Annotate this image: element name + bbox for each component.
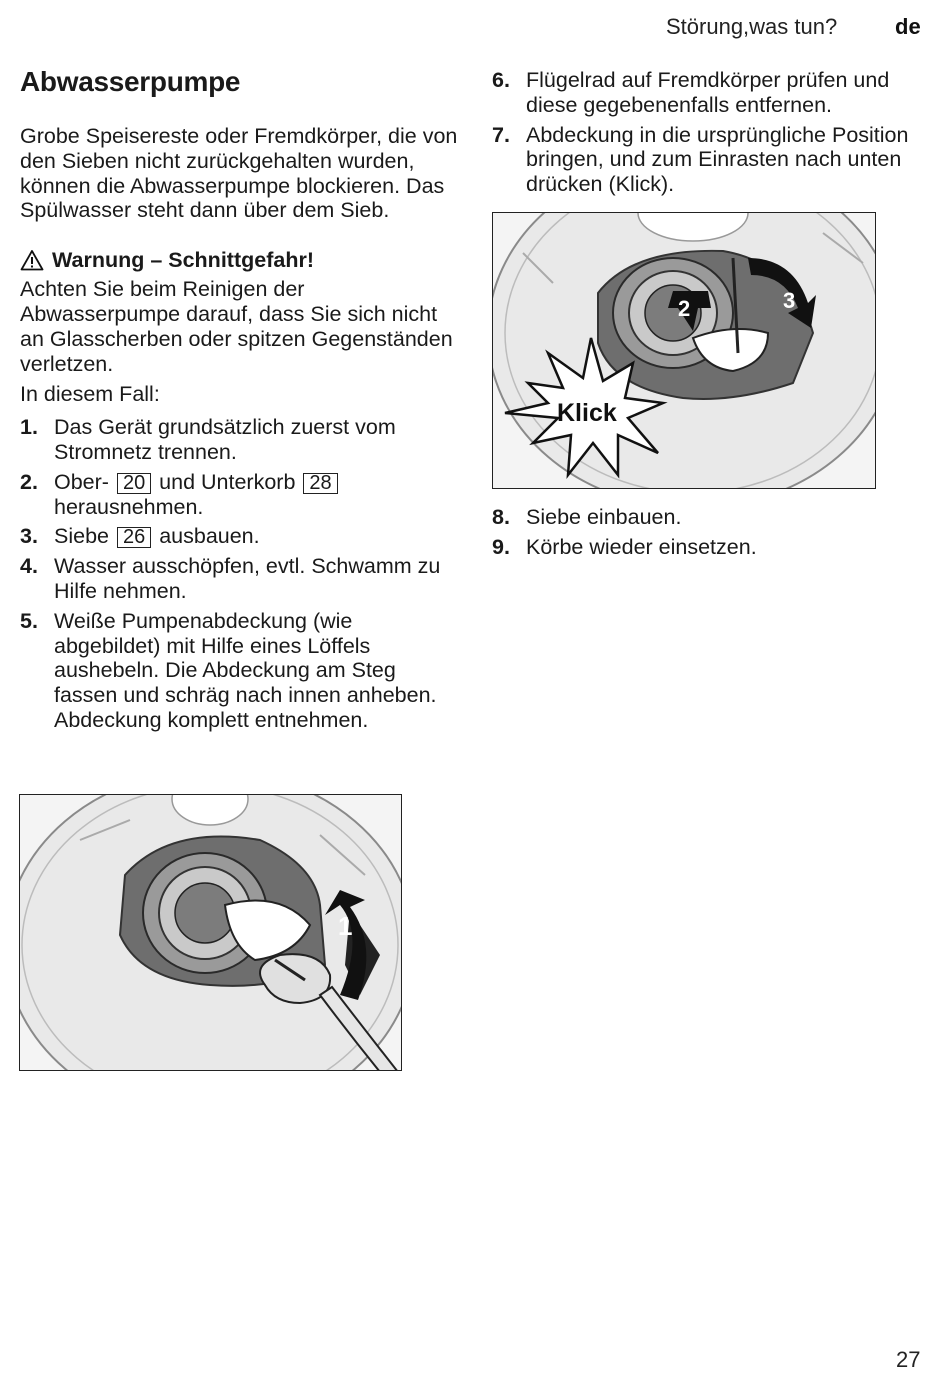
step-text: Wasser ausschöpfen, evtl. Schwamm zu Hilfe nehmen. — [54, 554, 441, 603]
left-column — [20, 66, 460, 738]
step-text: Siebe einbauen. — [526, 505, 682, 529]
warning-title-text: Warnung – Schnittgefahr! — [52, 248, 314, 273]
arrow-step-label: 2 — [678, 296, 691, 321]
part-reference: 20 — [117, 473, 151, 494]
list-item — [20, 470, 460, 520]
illustration-drawing — [493, 213, 876, 489]
step-number: 1. — [20, 415, 38, 440]
list-item — [20, 415, 460, 465]
step-text: Flügelrad auf Fremdkörper prüfen und diese gegebenenfalls entfernen. — [526, 68, 890, 117]
warning-triangle-icon — [20, 249, 44, 271]
steps-list-left — [20, 415, 460, 733]
step-number: 6. — [492, 68, 510, 92]
step-text: Abdeckung in die ursprüngliche Position bringen, und zum Einrasten nach unten drücken (Klick). — [526, 122, 909, 197]
section-title: Abwasserpumpe — [20, 66, 241, 97]
step-text-part: ausbauen. — [153, 524, 260, 549]
list-item — [492, 505, 932, 530]
pump-cover-removal-illustration — [19, 794, 402, 1071]
illustration-drawing — [20, 795, 402, 1071]
steps-list-continued — [492, 505, 932, 560]
step-text: Das Gerät grundsätzlich zuerst vom Stromnetz trennen. — [54, 415, 396, 464]
step-text: Weiße Pumpenabdeckung (wie abgebildet) mit Hilfe eines Löffels aushebeln. Die Abdeckung am Steg fassen und schräg nach innen anheben. Abdeckung komplett entnehmen. — [54, 608, 437, 732]
steps-list-right — [492, 68, 932, 197]
step-text — [54, 524, 460, 549]
step-number: 4. — [20, 554, 38, 579]
list-item — [492, 535, 932, 560]
step-number: 9. — [492, 534, 510, 559]
arrow-step-label: 3 — [783, 288, 796, 313]
step-number: 7. — [492, 122, 510, 147]
page-number: 27 — [896, 1347, 921, 1372]
step-number: 3. — [20, 524, 38, 549]
step-text: Körbe wieder einsetzen. — [526, 534, 757, 559]
step-number: 5. — [20, 608, 38, 633]
running-header-title: Störung,was tun? — [666, 14, 838, 39]
steps-list-bottom — [492, 505, 932, 565]
step-number: 2. — [20, 469, 38, 494]
case-label: In diesem Fall: — [20, 382, 160, 407]
list-item — [492, 68, 932, 118]
step-text-part: Ober- — [54, 469, 109, 494]
language-code: de — [895, 14, 921, 39]
pump-cover-click-illustration — [492, 212, 876, 489]
part-reference: 28 — [303, 473, 337, 494]
step-text-part: Siebe — [54, 524, 115, 549]
step-text — [54, 470, 460, 520]
list-item — [20, 554, 460, 604]
step-text-part: herausnehmen. — [54, 494, 204, 519]
warning-paragraph: Achten Sie beim Reinigen der Abwasserpumpe darauf, dass Sie sich nicht an Glasscherben oder spitzen Gegenständen verletzen. — [20, 277, 453, 376]
intro-paragraph: Grobe Speisereste oder Fremdkörper, die von den Sieben nicht zurückgehalten wurden, können die Abwasserpumpe blockieren. Das Spülwasser steht dann über dem Sieb. — [20, 124, 458, 223]
step-number: 8. — [492, 505, 510, 529]
list-item — [492, 123, 932, 197]
burst-label: Klick — [557, 399, 617, 427]
part-reference: 26 — [117, 527, 151, 548]
arrow-step-label: 1 — [338, 911, 353, 941]
list-item — [20, 609, 460, 733]
step-text-part: und Unterkorb — [153, 469, 302, 494]
right-column — [492, 68, 932, 202]
warning-heading — [20, 247, 460, 273]
list-item — [20, 524, 460, 549]
